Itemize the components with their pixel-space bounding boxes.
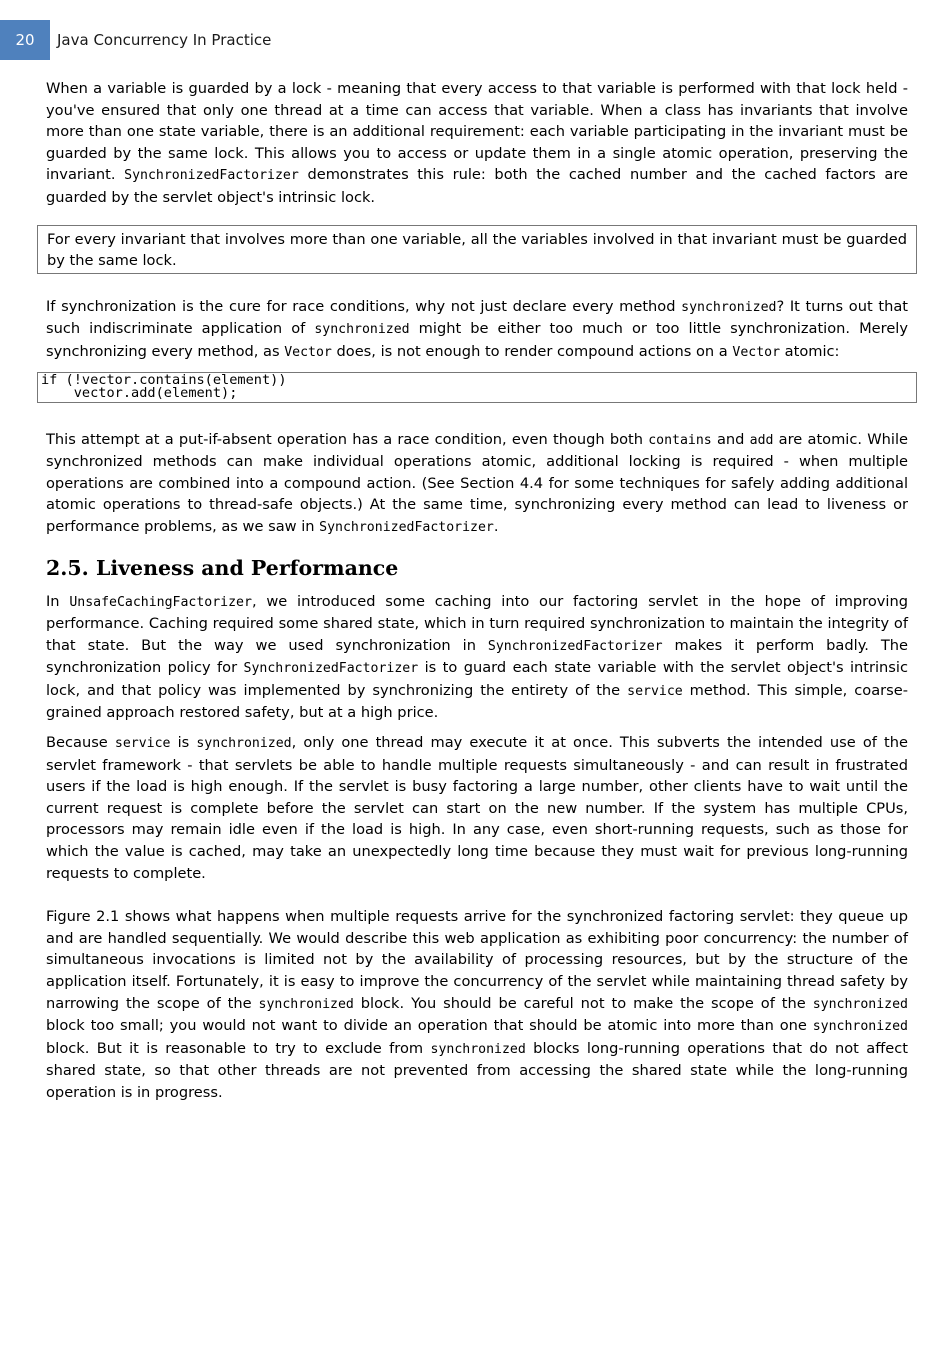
paragraph-synchronized-methods xyxy=(46,296,908,364)
text-run: , we introduced some caching into our factoring servlet in the hope of improving performance. Caching required some shared state, which in turn required synchronization to maintain the integrity of that state. But the way we used synchronization in xyxy=(46,592,908,654)
text-run: When a variable is guarded by a lock - meaning that every access to that variable is performed with that lock held - you've ensured that only one thread at a time can access that variable. When a class has invariants that involve more than one state variable, there is an additional requirement: each variable participating in the invariant must be guarded by the same lock. This allows you to access or update them in a single atomic operation, preserving the invariant. xyxy=(46,80,908,184)
code-term: service xyxy=(627,683,683,699)
code-term: SynchronizedFactorizer xyxy=(487,638,663,654)
code-term: synchronized xyxy=(258,996,354,1012)
text-run: is xyxy=(170,734,197,752)
code-term: SynchronizedFactorizer xyxy=(124,168,299,184)
paragraph-caching-performance xyxy=(46,591,908,725)
code-listing xyxy=(37,372,917,403)
code-term: synchronized xyxy=(196,736,292,752)
code-line: if (!vector.contains(element)) xyxy=(41,371,287,388)
text-run: atomic: xyxy=(780,342,840,360)
code-term: synchronized xyxy=(812,996,908,1012)
text-run: method. This simple, coarse-grained approach restored safety, but at a high price. xyxy=(46,681,908,722)
text-run: does, is not enough to render compound actions on a xyxy=(331,342,733,360)
code-term: Vector xyxy=(732,344,781,360)
text-run: blocks long-running operations that do not affect shared state, so that other threads are not prevented from accessing the shared state while the long-running operation is in progress. xyxy=(46,1039,908,1101)
text-run: , only one thread may execute it at once. This subverts the intended use of the servlet framework - that servlets be able to handle multiple requests simultaneously - and can result in frustrated users if the load is high enough. If the servlet is busy factoring a large number, other clients have to wait until the current request is complete before the servlet can start on the new number. If the system has multiple CPUs, processors may remain idle even if the load is high. In any case, even short-running requests, such as those for which the value is cached, may take an unexpectedly long time because they must wait for previous long-running requests to complete. xyxy=(46,734,908,882)
text-run: block. You should be careful not to make the scope of the xyxy=(353,994,813,1012)
text-run: block. But it is reasonable to try to exclude from xyxy=(46,1039,431,1057)
text-run: . xyxy=(493,517,499,535)
code-term: synchronized xyxy=(314,322,410,338)
paragraph-lock-guarding xyxy=(46,78,908,209)
section-heading: 2.5. Liveness and Performance xyxy=(46,555,399,580)
text-run: is to guard each state variable with the servlet object's intrinsic lock, and that policy was implemented by synchronizing the entirety of the xyxy=(46,659,908,699)
page-number: 20 xyxy=(0,20,50,60)
rule-callout-box xyxy=(37,225,917,274)
text-run: Figure 2.1 shows what happens when multiple requests arrive for the synchronized factoring servlet: they queue up and are handled sequentially. We would describe this web application as exhibiting poor concurrency: the number of simultaneous invocations is limited not by the availability of processing resources, but by the structure of the application itself. Fortunately, it is easy to improve the concurrency of the servlet while maintaining thread safety by narrowing the scope of the xyxy=(46,908,908,1012)
code-term: SynchronizedFactorizer xyxy=(319,519,494,535)
text-run: block too small; you would not want to divide an operation that should be atomic into more than one xyxy=(46,1017,813,1035)
code-term: add xyxy=(749,432,774,448)
text-run: and xyxy=(711,430,750,448)
rule-callout-text: For every invariant that involves more than one variable, all the variables involved in that invariant must be guarded by the same lock. xyxy=(47,230,907,270)
paragraph-service-synchronized xyxy=(46,732,908,884)
paragraph-gap xyxy=(46,892,908,906)
text-run: demonstrates this rule: both the cached number and the cached factors are guarded by the servlet object's intrinsic lock. xyxy=(46,166,908,206)
text-run: In xyxy=(46,592,70,610)
text-run: This attempt at a put-if-absent operation has a race condition, even though both xyxy=(46,430,649,448)
code-term: service xyxy=(114,736,171,752)
text-run: If synchronization is the cure for race conditions, why not just declare every method xyxy=(46,297,682,315)
text-run: might be either too much or too little synchronization. Merely synchronizing every method, as xyxy=(46,320,908,360)
book-title: Java Concurrency In Practice xyxy=(57,31,272,49)
code-term: contains xyxy=(648,432,712,448)
page-header xyxy=(0,20,952,60)
text-run: makes it perform badly. The synchronization policy for xyxy=(46,636,908,677)
text-run: ? It turns out that such indiscriminate application of xyxy=(46,297,909,338)
paragraph-figure-2-1 xyxy=(46,906,908,1103)
code-term: UnsafeCachingFactorizer xyxy=(69,594,252,610)
code-term: synchronized xyxy=(681,299,777,315)
code-term: SynchronizedFactorizer xyxy=(243,661,419,677)
code-term: Vector xyxy=(284,344,332,360)
text-run: are atomic. While synchronized methods can make individual operations atomic, additional locking is required - when multiple operations are combined into a compound action. (See Section 4.4 for some techniques for safely adding additional atomic operations to thread-safe objects.) At the same time, synchronizing every method can lead to liveness or performance problems, as we saw in xyxy=(46,430,909,535)
code-line: vector.add(element); xyxy=(41,384,238,401)
code-term: synchronized xyxy=(812,1019,908,1035)
code-term: synchronized xyxy=(430,1041,526,1057)
page-content xyxy=(41,78,909,1112)
text-run: Because xyxy=(46,734,115,752)
paragraph-put-if-absent xyxy=(46,429,908,539)
